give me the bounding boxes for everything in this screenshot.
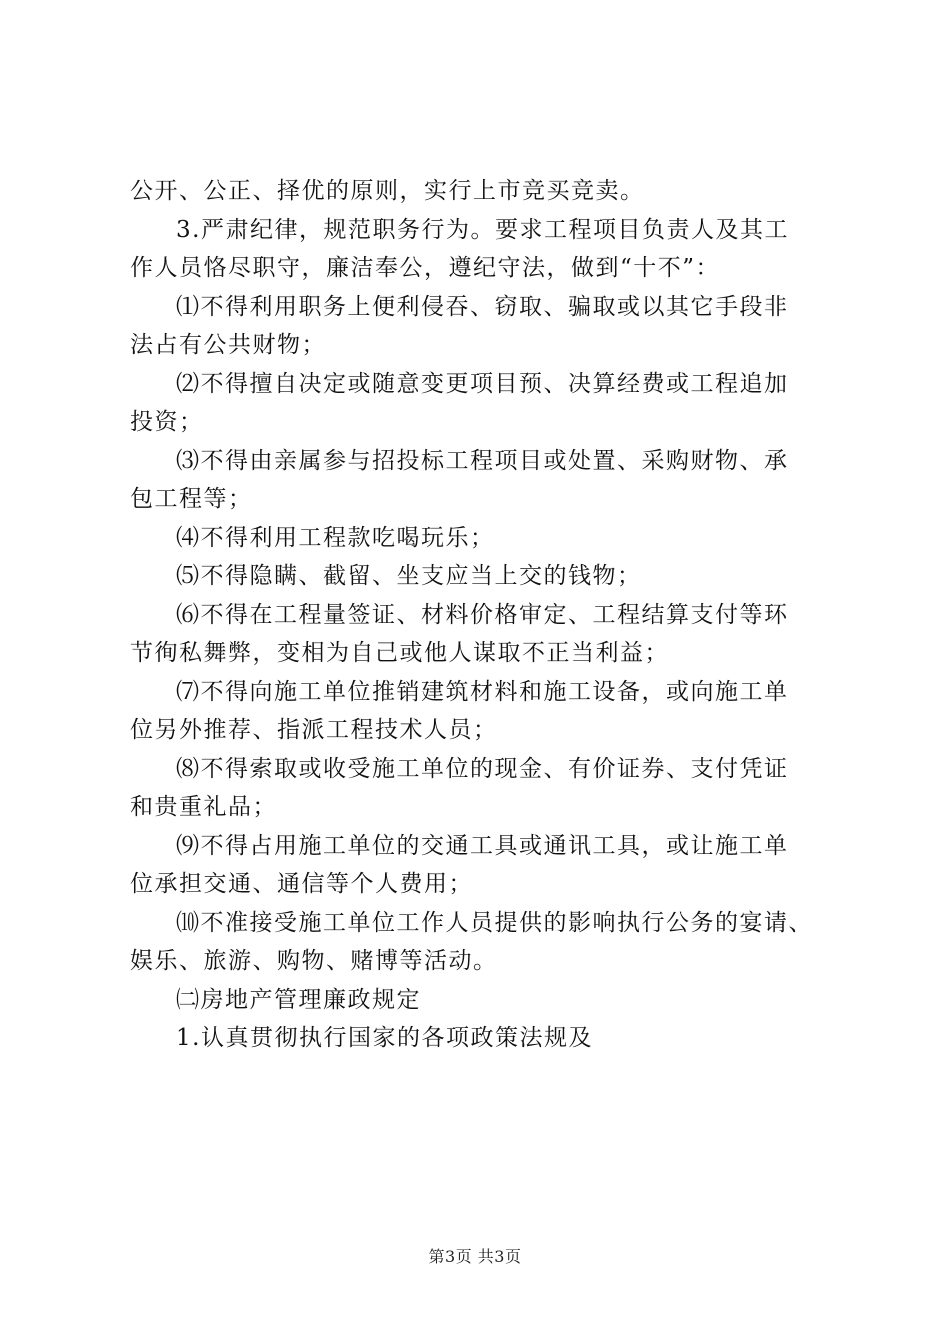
text-line: 节徇私舞弊，变相为自己或他人谋取不正当利益； [130,640,669,666]
text-line: ⑸不得隐瞒、截留、坐支应当上交的钱物； [176,563,642,589]
text-line: 法占有公共财物； [130,332,326,358]
page-number-footer: 第3页 共3页 [428,1247,522,1266]
text-line: 包工程等； [130,486,253,512]
text-line: 和贵重礼品； [130,794,277,820]
text-line: ⑶不得由亲属参与招投标工程项目或处置、采购财物、承 [176,447,789,474]
section-heading: ㈡房地产管理廉政规定 [176,986,421,1013]
text-line: 1.认真贯彻执行国家的各项政策法规及 [176,1025,593,1051]
text-line: ⑹不得在工程量签证、材料价格审定、工程结算支付等环 [176,601,789,628]
text-line: ⑵不得擅自决定或随意变更项目预、决算经费或工程追加 [176,370,789,397]
text-line: ⑺不得向施工单位推销建筑材料和施工设备，或向施工单 [176,678,789,705]
text-line: 投资； [130,409,204,435]
text-line: ⑻不得索取或收受施工单位的现金、有价证券、支付凭证 [176,755,789,782]
text-line: ⑴不得利用职务上便利侵吞、窃取、骗取或以其它手段非 [176,293,789,320]
text-line: 位另外推荐、指派工程技术人员； [130,717,498,743]
text-line: ⑷不得利用工程款吃喝玩乐； [176,524,495,551]
document-body [130,172,850,1058]
text-line: 作人员恪尽职守，廉洁奉公，遵纪守法，做到“十不”： [130,255,721,281]
text-line: 公开、公正、择优的原则，实行上市竞买竞卖。 [130,178,645,204]
text-line: 位承担交通、通信等个人费用； [130,871,473,897]
text-line: 娱乐、旅游、购物、赌博等活动。 [130,948,498,974]
text-line: 3.严肃纪律，规范职务行为。要求工程项目负责人及其工 [176,216,789,243]
text-line: ⑼不得占用施工单位的交通工具或通讯工具，或让施工单 [176,832,789,859]
text-line: ⑽不准接受施工单位工作人员提供的影响执行公务的宴请、 [176,909,813,936]
